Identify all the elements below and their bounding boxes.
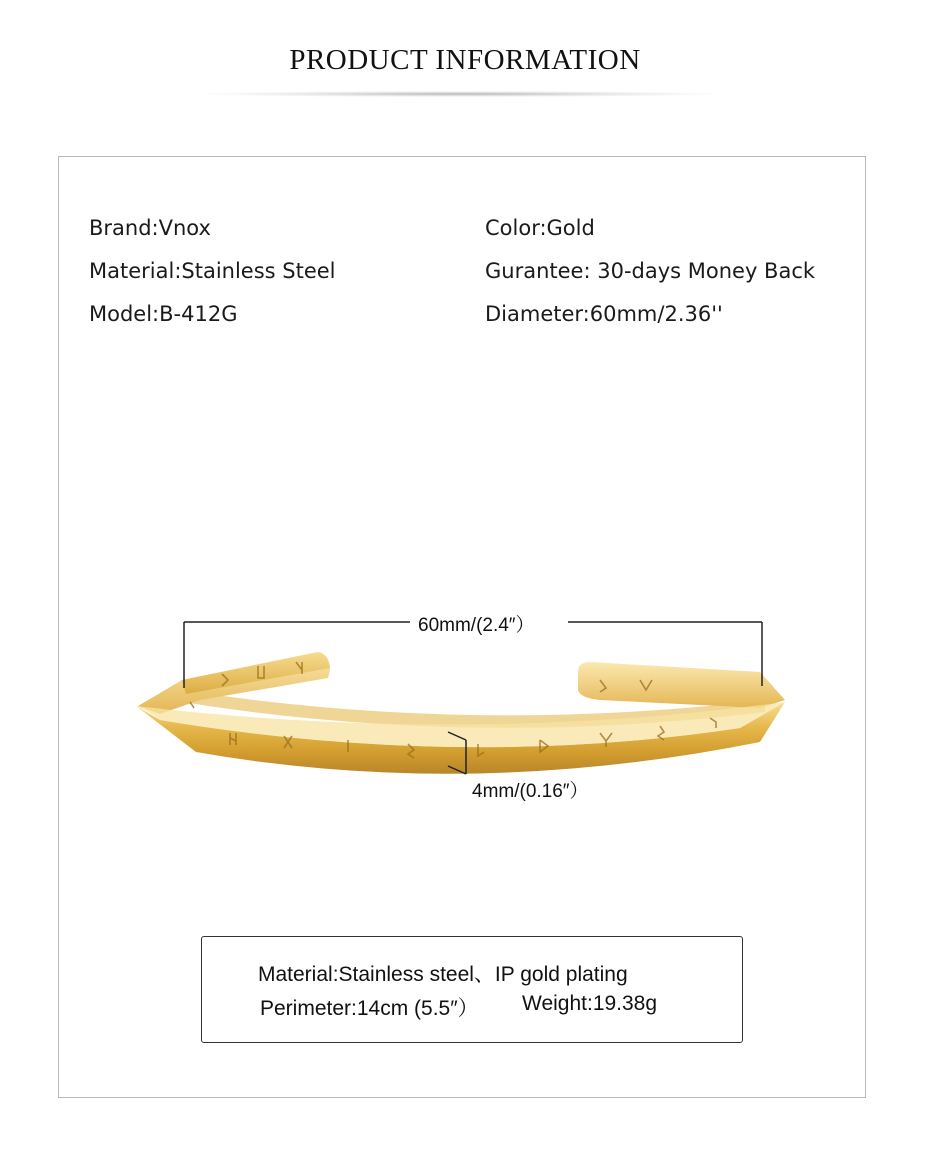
material-note-box — [201, 936, 743, 1043]
thickness-dimension-label: 4mm/(0.16″） — [472, 776, 589, 803]
spec-guarantee: Gurantee: 30-days Money Back — [485, 259, 816, 283]
width-dimension-label: 60mm/(2.4″） — [418, 610, 535, 637]
spec-diameter: Diameter:60mm/2.36'' — [485, 302, 723, 326]
spec-brand: Brand:Vnox — [89, 216, 211, 240]
bracelet-right-end — [578, 662, 785, 708]
spec-material: Material:Stainless Steel — [89, 259, 336, 283]
spec-model: Model:B-412G — [89, 302, 238, 326]
note-perimeter: Perimeter:14cm (5.5″） — [260, 997, 479, 1020]
spec-color: Color:Gold — [485, 216, 595, 240]
note-material: Material:Stainless steel、IP gold plating — [258, 963, 628, 986]
page-title: PRODUCT INFORMATION — [289, 44, 641, 76]
note-weight: Weight:19.38g — [522, 992, 658, 1015]
